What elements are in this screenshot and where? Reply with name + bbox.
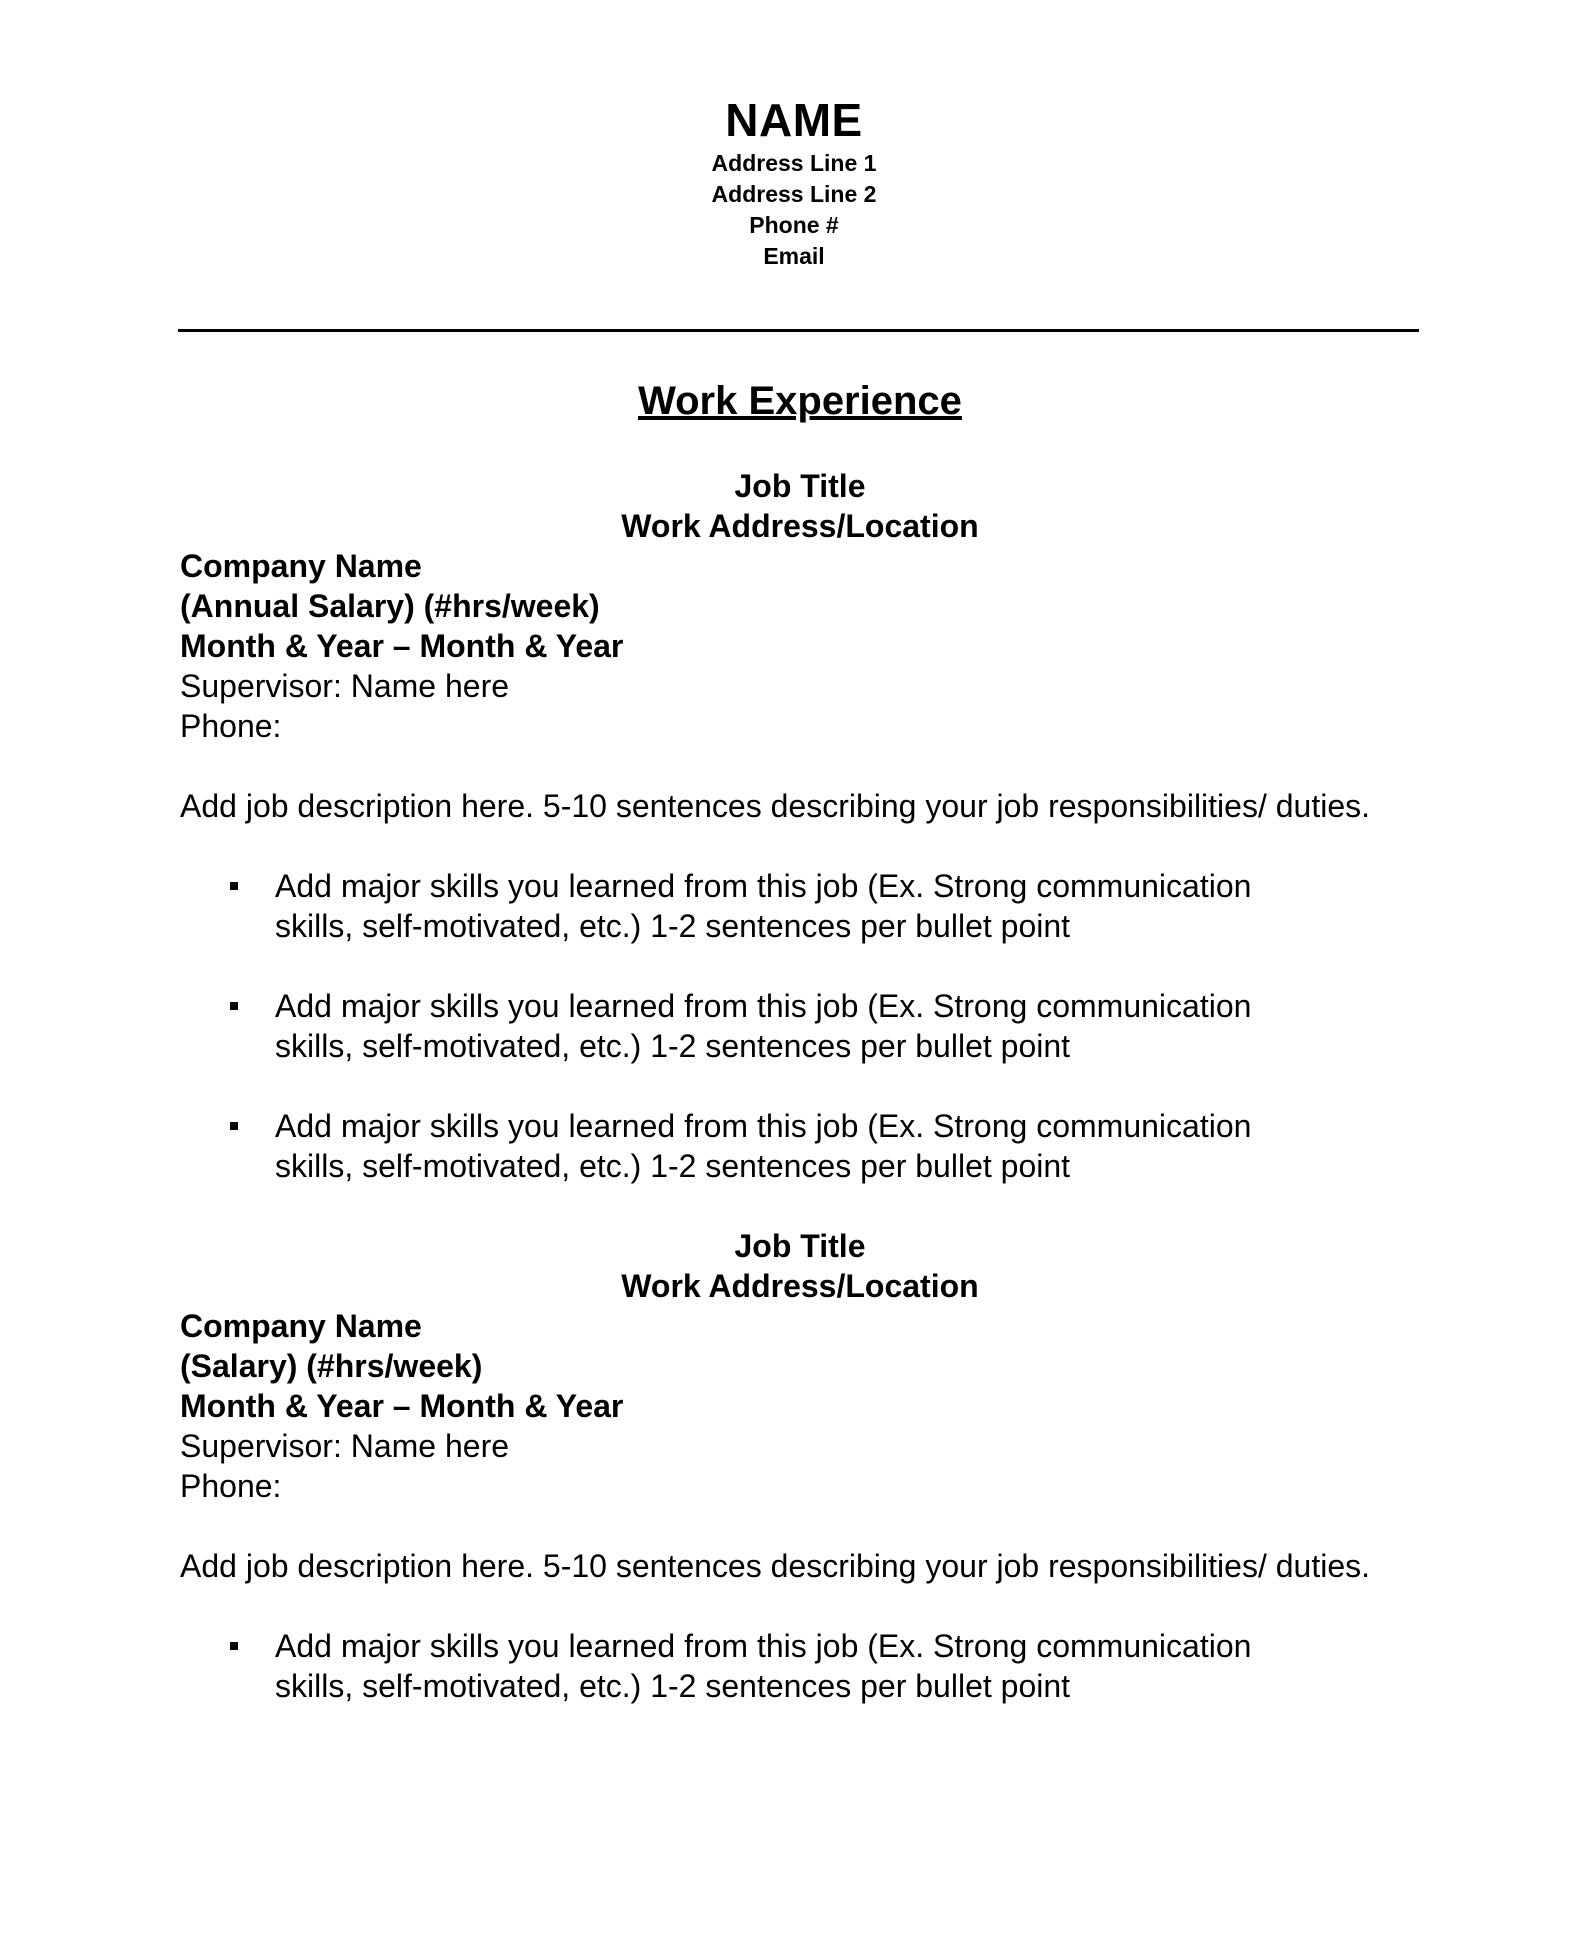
skill-text: Add major skills you learned from this job (Ex. Strong communication skills, self-motivated, etc.) 1-2 sentences per bullet point [275, 1628, 1252, 1704]
email-address: Email [763, 243, 825, 269]
list-item [180, 866, 1295, 946]
list-item [180, 986, 1295, 1066]
phone-number: Phone # [749, 212, 839, 238]
list-item [180, 1106, 1295, 1186]
salary-hours: (Salary) (#hrs/week) [180, 1348, 483, 1384]
job-location: Work Address/Location [621, 508, 979, 544]
job-title: Job Title [734, 468, 866, 504]
applicant-name: NAME [725, 94, 863, 146]
job-location: Work Address/Location [621, 1268, 979, 1304]
bullet-icon [230, 1642, 238, 1650]
address-line-2: Address Line 2 [711, 181, 877, 207]
employment-dates: Month & Year – Month & Year [180, 628, 624, 664]
job-title: Job Title [734, 1228, 866, 1264]
list-item [180, 1626, 1295, 1706]
skills-list [180, 1626, 1420, 1706]
job-entry-2 [180, 1226, 1420, 1706]
job-description: Add job description here. 5-10 sentences describing your job responsibilities/ duties. [180, 1548, 1371, 1584]
skills-list [180, 866, 1420, 1186]
bullet-icon [230, 1122, 238, 1130]
address-line-1: Address Line 1 [711, 150, 877, 176]
skill-text: Add major skills you learned from this job (Ex. Strong communication skills, self-motivated, etc.) 1-2 sentences per bullet point [275, 988, 1252, 1064]
company-name: Company Name [180, 1308, 422, 1344]
job-description: Add job description here. 5-10 sentences describing your job responsibilities/ duties. [180, 788, 1371, 824]
supervisor: Supervisor: Name here [180, 1428, 510, 1464]
supervisor: Supervisor: Name here [180, 668, 510, 704]
bullet-icon [230, 882, 238, 890]
bullet-icon [230, 1002, 238, 1010]
job-entry-1 [180, 466, 1420, 1186]
company-name: Company Name [180, 548, 422, 584]
skill-text: Add major skills you learned from this job (Ex. Strong communication skills, self-motivated, etc.) 1-2 sentences per bullet point [275, 1108, 1252, 1184]
resume-header [0, 92, 1588, 272]
skill-text: Add major skills you learned from this job (Ex. Strong communication skills, self-motivated, etc.) 1-2 sentences per bullet point [275, 868, 1252, 944]
supervisor-phone: Phone: [180, 1468, 282, 1504]
resume-body [180, 374, 1420, 1746]
salary-hours: (Annual Salary) (#hrs/week) [180, 588, 600, 624]
header-divider [178, 329, 1419, 332]
employment-dates: Month & Year – Month & Year [180, 1388, 624, 1424]
section-title-work-experience: Work Experience [638, 379, 962, 423]
supervisor-phone: Phone: [180, 708, 282, 744]
